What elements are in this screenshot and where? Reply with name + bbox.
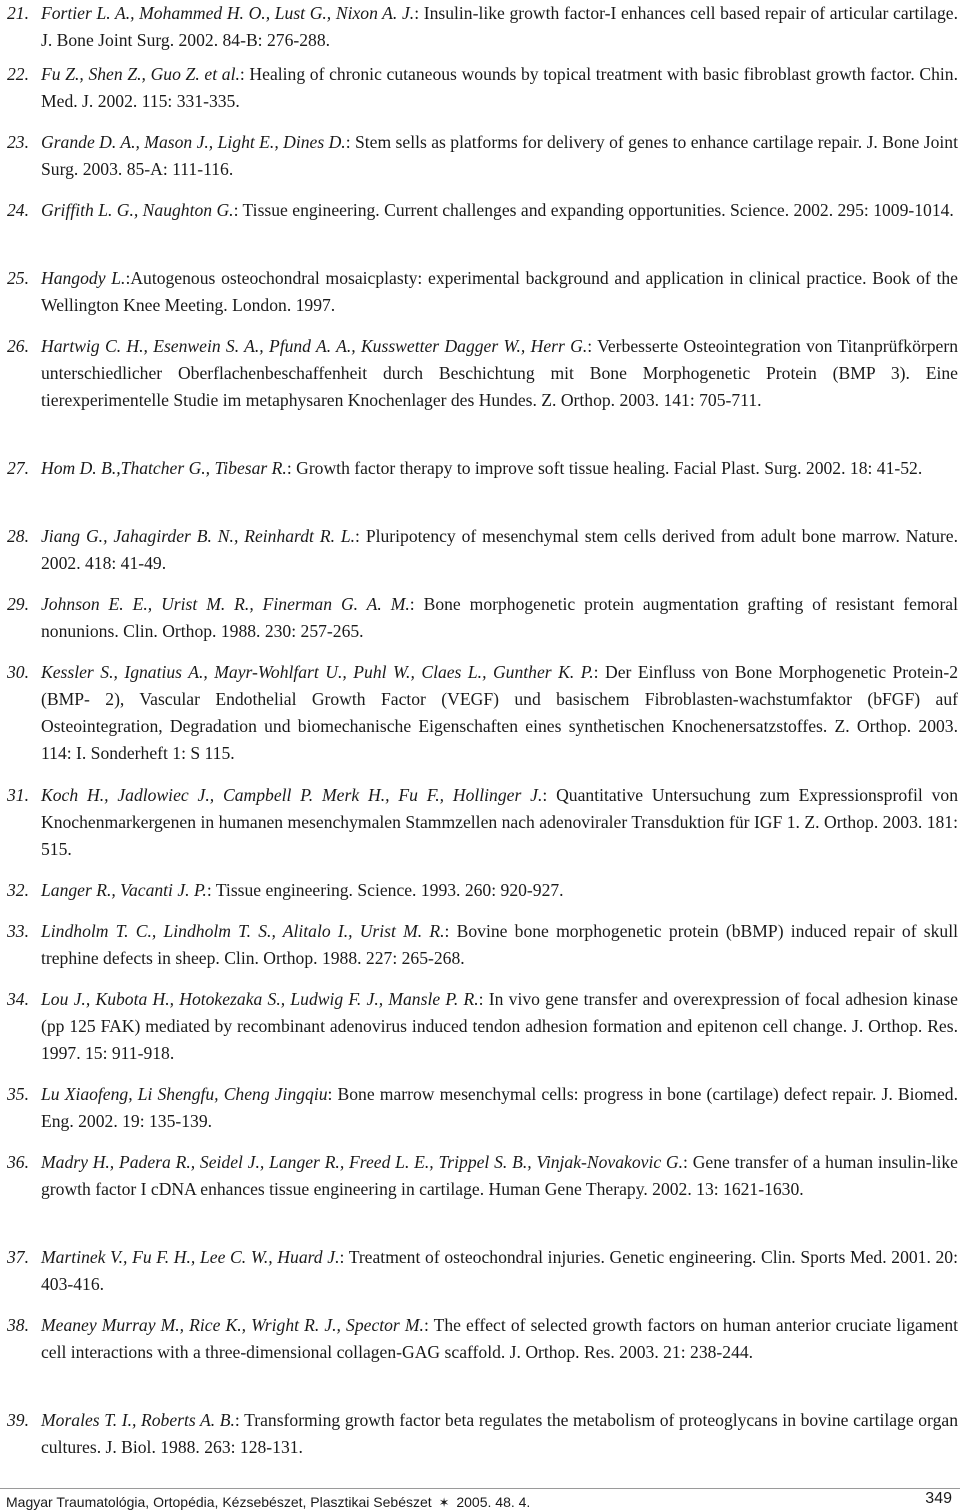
reference-details: : In vivo gene transfer and overexpression of focal adhesion kinase (pp 125 FAK) mediated by recombinant adenovirus induced tendon adhesion formation and epitenon cell change. J. Orthop. Res. 1997. 15: 911-918. — [41, 989, 958, 1063]
reference-text — [41, 1149, 958, 1203]
reference-number: 23. — [7, 132, 29, 152]
reference-details: : Der Einfluss von Bone Morphogenetic Protein-2 (BMP- 2), Vascular Endothelial Growth Factor (VEGF) und basischem Fibroblasten-wachstumfaktor (bFGF) auf Osteointegration, Degradation und biomechanische Eigenschaften eines synthetischen Knochenersatzstoffes. Z. Orthop. 2003. 114: I. Sonderheft 1: S 115. — [41, 662, 958, 763]
reference-number: 35. — [7, 1084, 29, 1104]
reference-number: 24. — [7, 200, 29, 220]
reference-details: : Verbesserte Osteointegration von Titanprüfkörpern unterschiedlicher Oberflachenbeschaffenheit durch Beschichtung mit Bone Morphogenetic Protein (BMP 3). Eine tierexperimentelle Studie im metaphysaren Knochenlager des Hundes. Z. Orthop. 2003. 141: 705-711. — [41, 336, 958, 410]
reference-details: : Treatment of osteochondral injuries. Genetic engineering. Clin. Sports Med. 2001. 20: 403-416. — [41, 1247, 958, 1294]
reference-text — [41, 197, 958, 224]
reference-text — [41, 659, 958, 767]
reference-text — [41, 333, 958, 414]
reference-details: : Bovine bone morphogenetic protein (bBMP) induced repair of skull trephine defects in sheep. Clin. Orthop. 1988. 227: 265-268. — [41, 921, 958, 968]
footer-divider — [0, 1488, 960, 1489]
reference-authors: Morales T. I., Roberts A. B. — [41, 1410, 235, 1430]
reference-text — [41, 1407, 958, 1461]
reference-authors: Kessler S., Ignatius A., Mayr-Wohlfart U., Puhl W., Claes L., Gunther K. P. — [41, 662, 594, 682]
reference-number: 21. — [7, 3, 29, 23]
reference-details: :Autogenous osteochondral mosaicplasty: experimental background and application in clinical practice. Book of the Wellington Knee Meeting. London. 1997. — [41, 268, 958, 315]
reference-authors: Griffith L. G., Naughton G. — [41, 200, 234, 220]
reference-text — [41, 523, 958, 577]
journal-name: Magyar Traumatológia, Ortopédia, Kézsebészet, Plasztikai Sebészet — [6, 1494, 432, 1510]
reference-text — [41, 918, 958, 972]
asterisk-star-icon: ✶ — [438, 1495, 450, 1510]
reference-number: 33. — [7, 921, 29, 941]
reference-number: 34. — [7, 989, 29, 1009]
reference-authors: Langer R., Vacanti J. P. — [41, 880, 207, 900]
reference-details: : Bone marrow mesenchymal cells: progress in bone (cartilage) defect repair. J. Biomed. Eng. 2002. 19: 135-139. — [41, 1084, 958, 1131]
reference-authors: Lou J., Kubota H., Hotokezaka S., Ludwig F. J., Mansle P. R. — [41, 989, 479, 1009]
reference-text — [41, 0, 958, 54]
reference-authors: Jiang G., Jahagirder B. N., Reinhardt R. L. — [41, 526, 356, 546]
reference-details: : Healing of chronic cutaneous wounds by topical treatment with basic fibroblast growth factor. Chin. Med. J. 2002. 115: 331-335. — [41, 64, 959, 111]
reference-authors: Lindholm T. C., Lindholm T. S., Alitalo I., Urist M. R. — [41, 921, 445, 941]
reference-number: 22. — [7, 64, 29, 84]
reference-number: 25. — [7, 268, 29, 288]
reference-details: : Growth factor therapy to improve soft tissue healing. Facial Plast. Surg. 2002. 18: 41-52. — [286, 458, 923, 478]
reference-details: : Tissue engineering. Current challenges and expanding opportunities. Science. 2002. 295: 1009-1014. — [233, 200, 954, 220]
reference-number: 38. — [7, 1315, 29, 1335]
reference-authors: Meaney Murray M., Rice K., Wright R. J., Spector M. — [41, 1315, 424, 1335]
reference-text — [41, 591, 958, 645]
reference-text — [41, 782, 958, 863]
reference-text — [41, 265, 958, 319]
reference-details: : The effect of selected growth factors on human anterior cruciate ligament cell interactions with a three-dimensional collagen-GAG scaffold. J. Orthop. Res. 2003. 21: 238-244. — [41, 1315, 958, 1362]
reference-number: 37. — [7, 1247, 29, 1267]
reference-details: : Bone morphogenetic protein augmentation grafting of resistant femoral nonunions. Clin. Orthop. 1988. 230: 257-265. — [41, 594, 958, 641]
reference-text — [41, 1244, 958, 1298]
journal-footer — [6, 1494, 530, 1511]
reference-authors: Grande D. A., Mason J., Light E., Dines D. — [41, 132, 346, 152]
journal-issue: 2005. 48. 4. — [456, 1494, 531, 1510]
reference-authors: Johnson E. E., Urist M. R., Finerman G. A. M. — [41, 594, 410, 614]
reference-number: 31. — [7, 785, 29, 805]
reference-text — [41, 61, 958, 115]
reference-details: : Quantitative Untersuchung zum Expressionsprofil von Knochenmarkergenen in humanen mesenchymalen Stammzellen nach adenoviraler Transduktion für IGF 1. Z. Orthop. 2003. 181: 515. — [41, 785, 958, 859]
reference-details: : Tissue engineering. Science. 1993. 260: 920-927. — [206, 880, 564, 900]
reference-details: : Gene transfer of a human insulin-like growth factor I cDNA enhances tissue engineering in cartilage. Human Gene Therapy. 2002. 13: 1621-1630. — [41, 1152, 958, 1199]
reference-text — [41, 877, 958, 904]
reference-text — [41, 986, 958, 1067]
reference-text — [41, 1081, 958, 1135]
reference-number: 27. — [7, 458, 29, 478]
reference-authors: Lu Xiaofeng, Li Shengfu, Cheng Jingqiu — [41, 1084, 328, 1104]
reference-details: : Transforming growth factor beta regulates the metabolism of proteoglycans in bovine cartilage organ cultures. J. Biol. 1988. 263: 128-131. — [41, 1410, 958, 1457]
reference-authors: Hom D. B.,Thatcher G., Tibesar R. — [41, 458, 287, 478]
reference-authors: Fortier L. A., Mohammed H. O., Lust G., Nixon A. J. — [41, 3, 415, 23]
reference-number: 36. — [7, 1152, 29, 1172]
reference-authors: Hangody L. — [41, 268, 126, 288]
reference-number: 26. — [7, 336, 29, 356]
reference-text — [41, 1312, 958, 1366]
reference-number: 28. — [7, 526, 29, 546]
reference-details: : Pluripotency of mesenchymal stem cells derived from adult bone marrow. Nature. 2002. 418: 41-49. — [41, 526, 959, 573]
reference-details: : Stem sells as platforms for delivery of genes to enhance cartilage repair. J. Bone Joint Surg. 2003. 85-A: 111-116. — [41, 132, 958, 179]
reference-number: 30. — [7, 662, 29, 682]
reference-authors: Hartwig C. H., Esenwein S. A., Pfund A. A., Kusswetter Dagger W., Herr G. — [41, 336, 588, 356]
page-number: 349 — [925, 1490, 952, 1507]
reference-authors: Koch H., Jadlowiec J., Campbell P. Merk H., Fu F., Hollinger J. — [41, 785, 543, 805]
reference-details: : Insulin-like growth factor-I enhances cell based repair of articular cartilage. J. Bone Joint Surg. 2002. 84-B: 276-288. — [41, 3, 958, 50]
reference-number: 32. — [7, 880, 29, 900]
reference-text — [41, 455, 958, 482]
reference-authors: Madry H., Padera R., Seidel J., Langer R., Freed L. E., Trippel S. B., Vinjak-Novakovic G. — [41, 1152, 684, 1172]
reference-authors: Martinek V., Fu F. H., Lee C. W., Huard J. — [41, 1247, 340, 1267]
reference-number: 39. — [7, 1410, 29, 1430]
reference-number: 29. — [7, 594, 29, 614]
reference-text — [41, 129, 958, 183]
reference-authors: Fu Z., Shen Z., Guo Z. et al. — [41, 64, 240, 84]
